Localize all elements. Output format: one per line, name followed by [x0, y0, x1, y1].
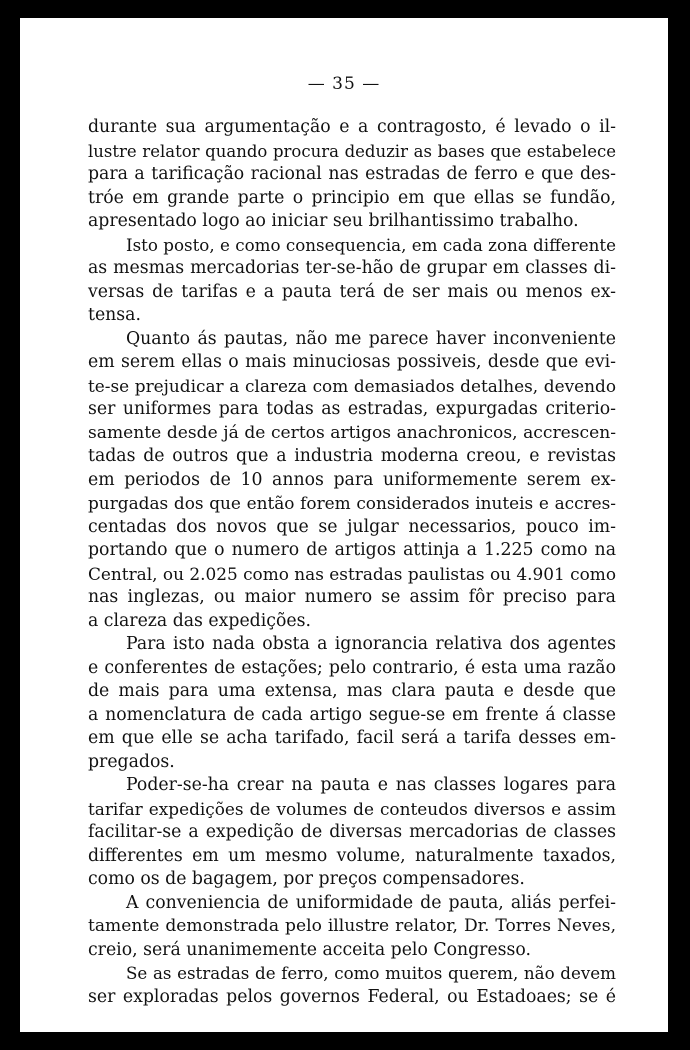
text-line: Quanto ás pautas, não me parece haver inconveniente [126, 328, 616, 349]
text-line: Se as estradas de ferro, como muitos querem, não devem [126, 963, 616, 983]
text-line: centadas dos novos que se julgar necessarios, pouco im- [88, 516, 616, 537]
text-line: tadas de outros que a industria moderna creou, e revistas [88, 446, 616, 466]
text-line: A conveniencia de uniformidade de pauta, aliás perfei- [126, 892, 616, 913]
text-line: te-se prejudicar a clareza com demasiados detalhes, devendo [88, 375, 616, 396]
text-line: durante sua argumentação e a contragosto, é levado o il- [88, 117, 616, 137]
text-line: creio, será unanimemente acceita pelo Congresso. [88, 939, 531, 960]
text-line: de mais para uma extensa, mas clara pauta e desde que [88, 681, 616, 701]
body-text [88, 116, 616, 1009]
text-line: para a tarificação racional nas estradas de ferro e que des- [88, 164, 616, 184]
text-line: pregados. [88, 751, 175, 772]
text-line: as mesmas mercadorias ter-se-hão de grupar em classes di- [88, 258, 616, 278]
text-line: samente desde já de certos artigos anachronicos, accrescen- [88, 422, 616, 443]
text-line: nas inglezas, ou maior numero se assim fôr preciso para [88, 587, 616, 607]
text-line: tensa. [88, 305, 141, 325]
text-line: a nomenclatura de cada artigo segue-se em frente á classe [88, 704, 616, 725]
text-line: ser uniformes para todas as estradas, expurgadas criterio- [88, 399, 616, 419]
text-line: Central, ou 2.025 como nas estradas paulistas ou 4.901 como [88, 563, 616, 584]
text-line: portando que o numero de artigos attinja a 1.225 como na [88, 540, 616, 560]
text-line: tarifar expedições de volumes de conteudos diversos e assim [88, 798, 616, 819]
text-line: apresentado logo ao iniciar seu brilhantissimo trabalho. [88, 211, 579, 231]
text-line: a clareza das expedições. [88, 610, 311, 631]
text-line: purgadas dos que então forem considerados inuteis e accres- [88, 493, 616, 513]
text-line: Poder-se-ha crear na pauta e nas classes logares para [126, 775, 616, 795]
text-line: como os de bagagem, por preços compensadores. [88, 869, 525, 889]
text-line: versas de tarifas e a pauta terá de ser mais ou menos ex- [88, 281, 616, 302]
text-line: lustre relator quando procura deduzir as bases que estabelece [88, 141, 616, 161]
text-line: Isto posto, e como consequencia, em cada zona differente [126, 234, 616, 255]
text-line: tamente demonstrada pelo illustre relator, Dr. Torres Neves, [88, 916, 616, 936]
text-line: Para isto nada obsta a ignorancia relativa dos agentes [126, 634, 616, 654]
text-line: facilitar-se a expedição de diversas mercadorias de classes [88, 822, 616, 842]
text-line: e conferentes de estações; pelo contrario, é esta uma razão [88, 657, 616, 678]
text-line: em periodos de 10 annos para uniformemente serem ex- [88, 469, 616, 490]
book-page [20, 18, 668, 1032]
text-line: em serem ellas o mais minuciosas possiveis, desde que evi- [88, 352, 616, 372]
text-line: em que elle se acha tarifado, facil será a tarifa desses em- [88, 728, 616, 748]
text-line: differentes em um mesmo volume, naturalmente taxados, [88, 845, 616, 866]
text-line: ser exploradas pelos governos Federal, ou Estadoaes; se é [88, 986, 616, 1007]
page-number: — 35 — [307, 74, 381, 94]
text-line: tróe em grande parte o principio em que ellas se fundão, [88, 187, 616, 208]
